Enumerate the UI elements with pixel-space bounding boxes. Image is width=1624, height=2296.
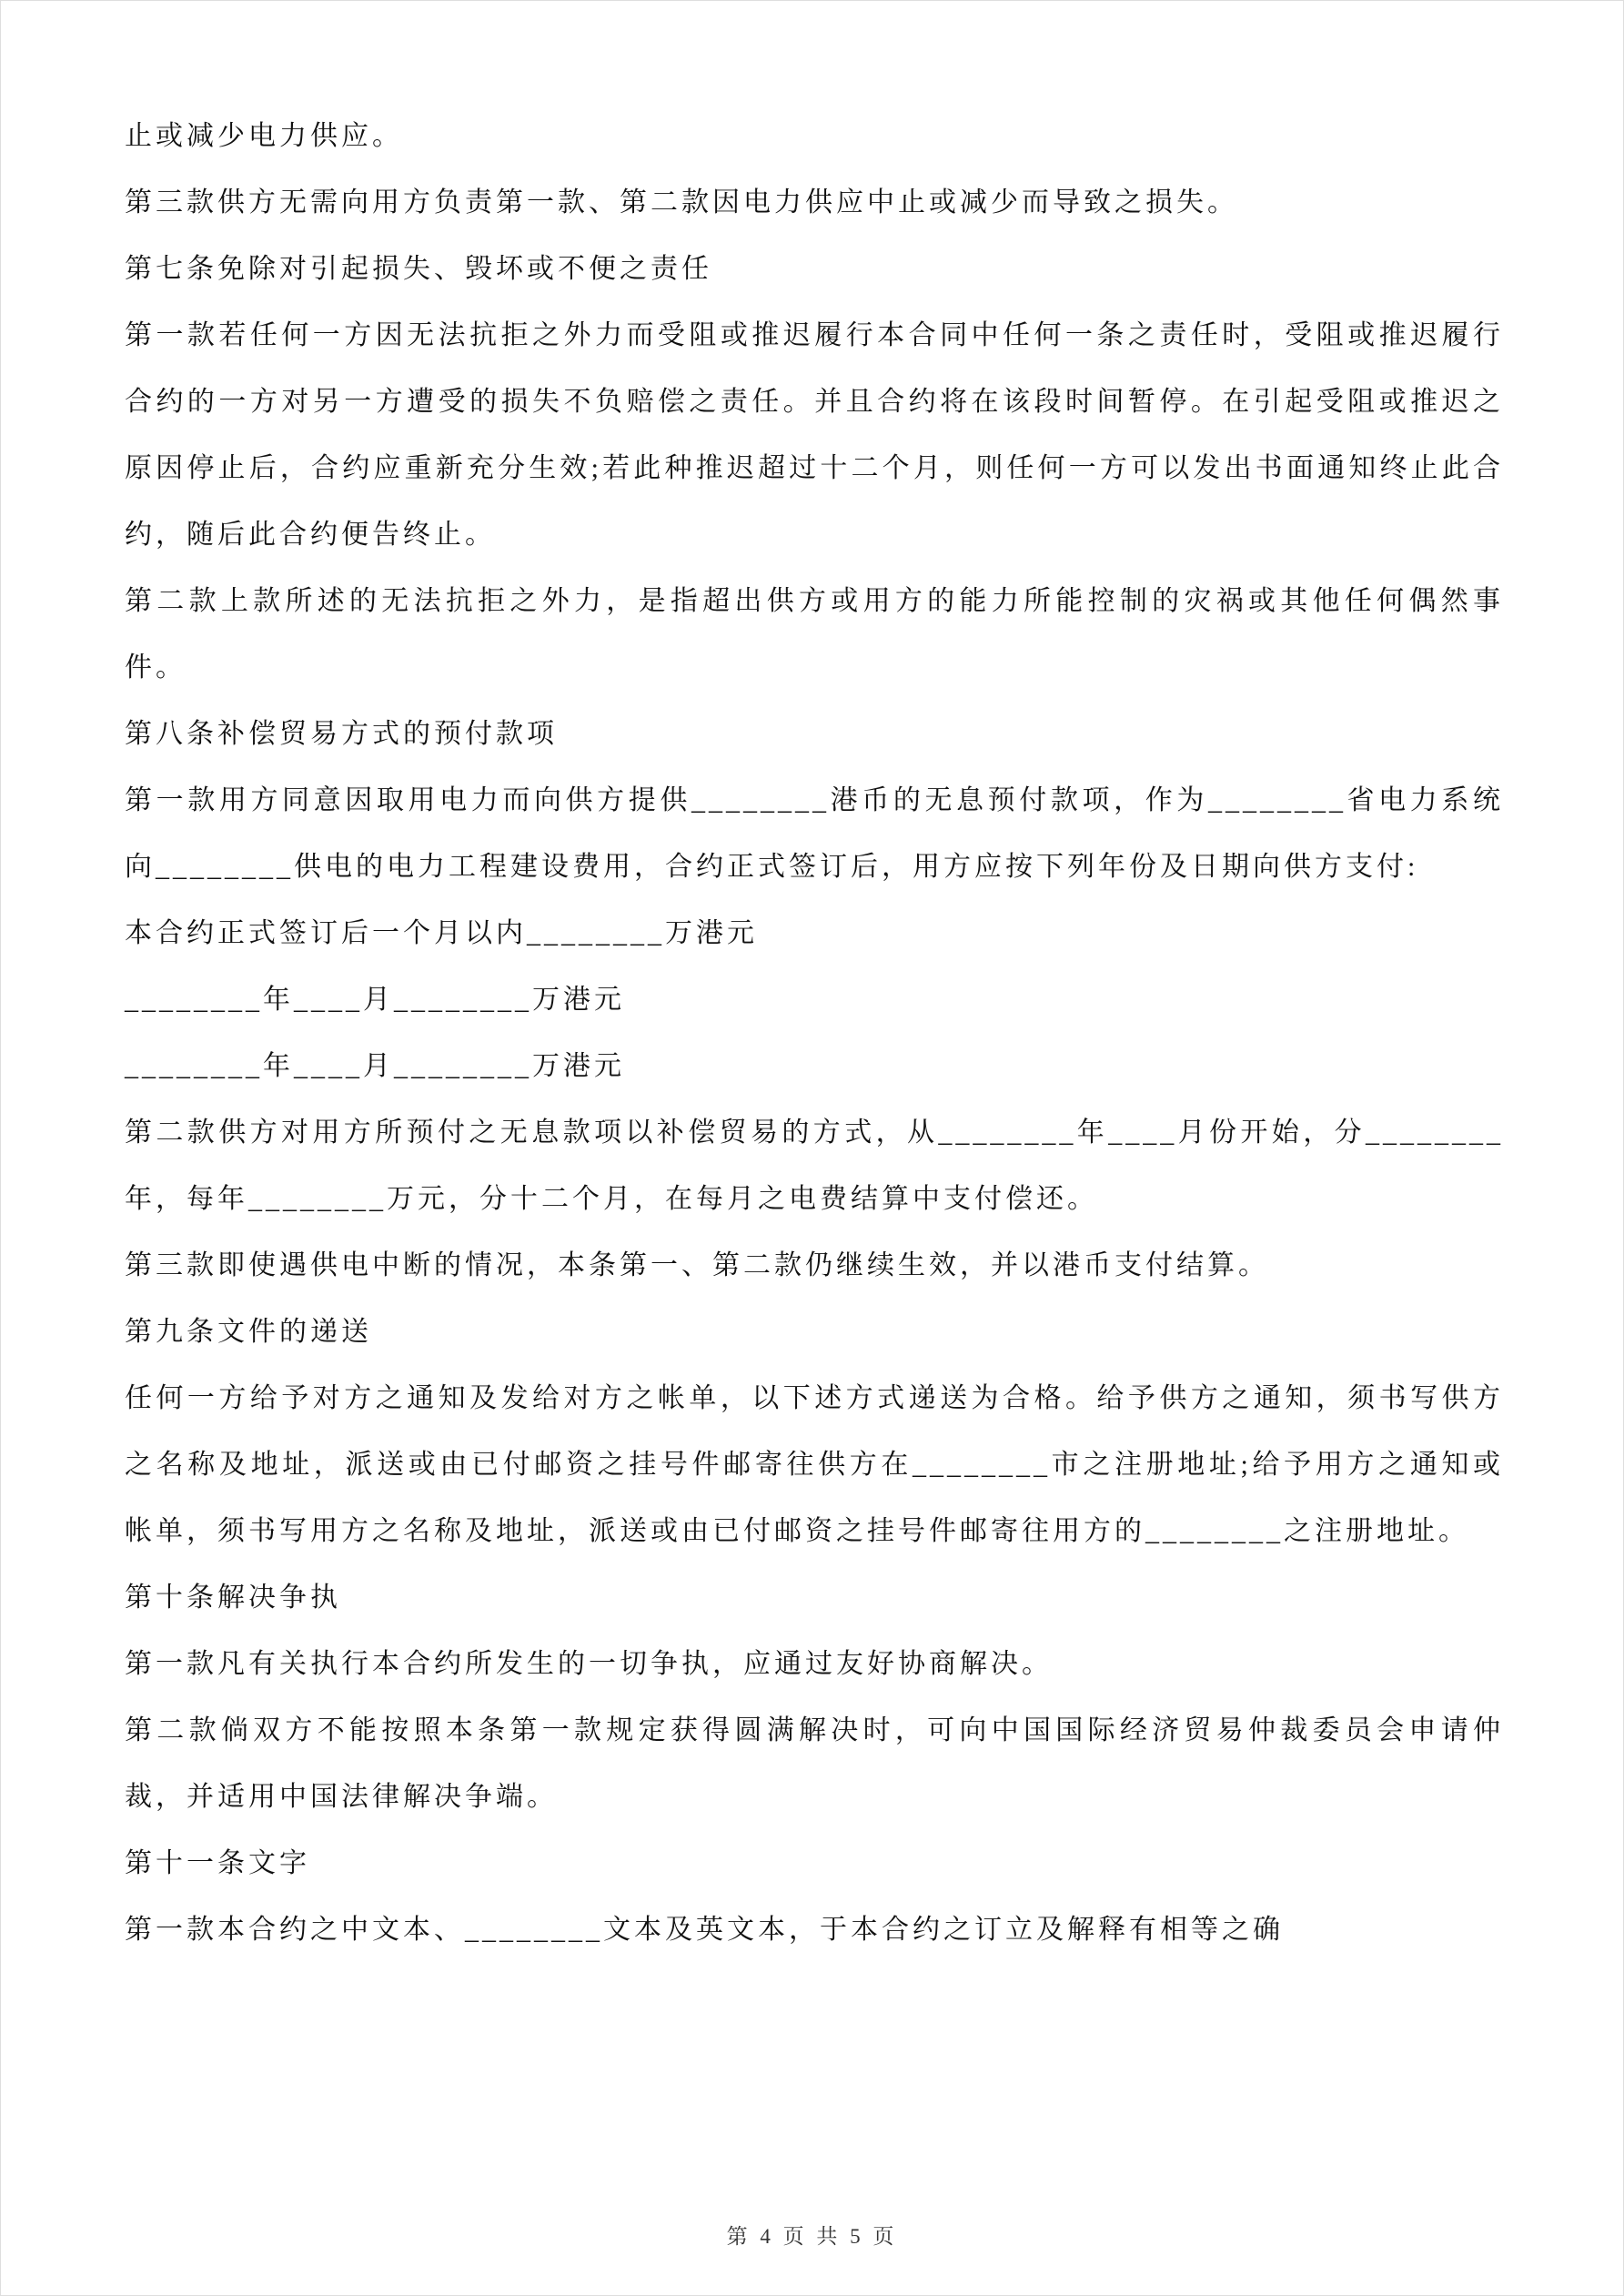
clause-paragraph: 第一款凡有关执行本合约所发生的一切争执，应通过友好协商解决。 [125,1649,1053,1679]
clause-10-heading: 第十条解决争执 [125,1583,341,1613]
payment-schedule-line: ________年____月________万港元 [125,1051,625,1081]
clause-paragraph: 第三款即使遇供电中断的情况，本条第一、第二款仍继续生效，并以港币支付结算。 [125,1250,1269,1280]
clause-paragraph: 第二款倘双方不能按照本条第一款规定获得圆满解决时，可向中国国际经济贸易仲裁委员会申请仲裁，并适用中国法律解决争端。 [125,1715,1504,1812]
document-body [125,103,1504,1963]
payment-schedule-line: ________年____月________万港元 [125,985,625,1015]
page-number-footer: 第 4 页 共 5 页 [726,2225,898,2248]
clause-paragraph: 第三款供方无需向用方负责第一款、第二款因电力供应中止或减少而导致之损失。 [125,187,1238,217]
clause-paragraph: 第二款上款所述的无法抗拒之外力，是指超出供方或用方的能力所能控制的灾祸或其他任何偶然事件。 [125,586,1504,683]
clause-paragraph: 任何一方给予对方之通知及发给对方之帐单，以下述方式递送为合格。给予供方之通知，须书写供方之名称及地址，派送或由已付邮资之挂号件邮寄往供方在________市之注册地址;给予用方之通知或帐单，须书写用方之名称及地址，派送或由已付邮资之挂号件邮寄往用方的________之注册地址。 [125,1383,1504,1546]
clause-9-heading: 第九条文件的递送 [125,1317,372,1347]
clause-paragraph: 第一款用方同意因取用电力而向供方提供________港币的无息预付款项，作为________省电力系统向________供电的电力工程建设费用，合约正式签订后，用方应按下列年份及日期向供方支付: [125,785,1504,882]
clause-8-heading: 第八条补偿贸易方式的预付款项 [125,719,558,749]
clause-paragraph: 第二款供方对用方所预付之无息款项以补偿贸易的方式，从________年____月份开始，分________年，每年________万元，分十二个月，在每月之电费结算中支付偿还。 [125,1118,1504,1214]
clause-7-heading: 第七条免除对引起损失、毁坏或不便之责任 [125,254,712,284]
clause-paragraph: 第一款本合约之中文本、________文本及英文本，于本合约之订立及解释有相等之确 [125,1915,1284,1945]
continuation-line: 止或减少电力供应。 [125,121,403,151]
payment-schedule-line: 本合约正式签订后一个月以内________万港元 [125,918,758,948]
clause-11-heading: 第十一条文字 [125,1848,310,1878]
clause-paragraph: 第一款若任何一方因无法抗拒之外力而受阻或推迟履行本合同中任何一条之责任时，受阻或推迟履行合约的一方对另一方遭受的损失不负赔偿之责任。并且合约将在该段时间暂停。在引起受阻或推迟之原因停止后，合约应重新充分生效;若此种推迟超过十二个月，则任何一方可以发出书面通知终止此合约，随后此合约便告终止。 [125,320,1504,550]
